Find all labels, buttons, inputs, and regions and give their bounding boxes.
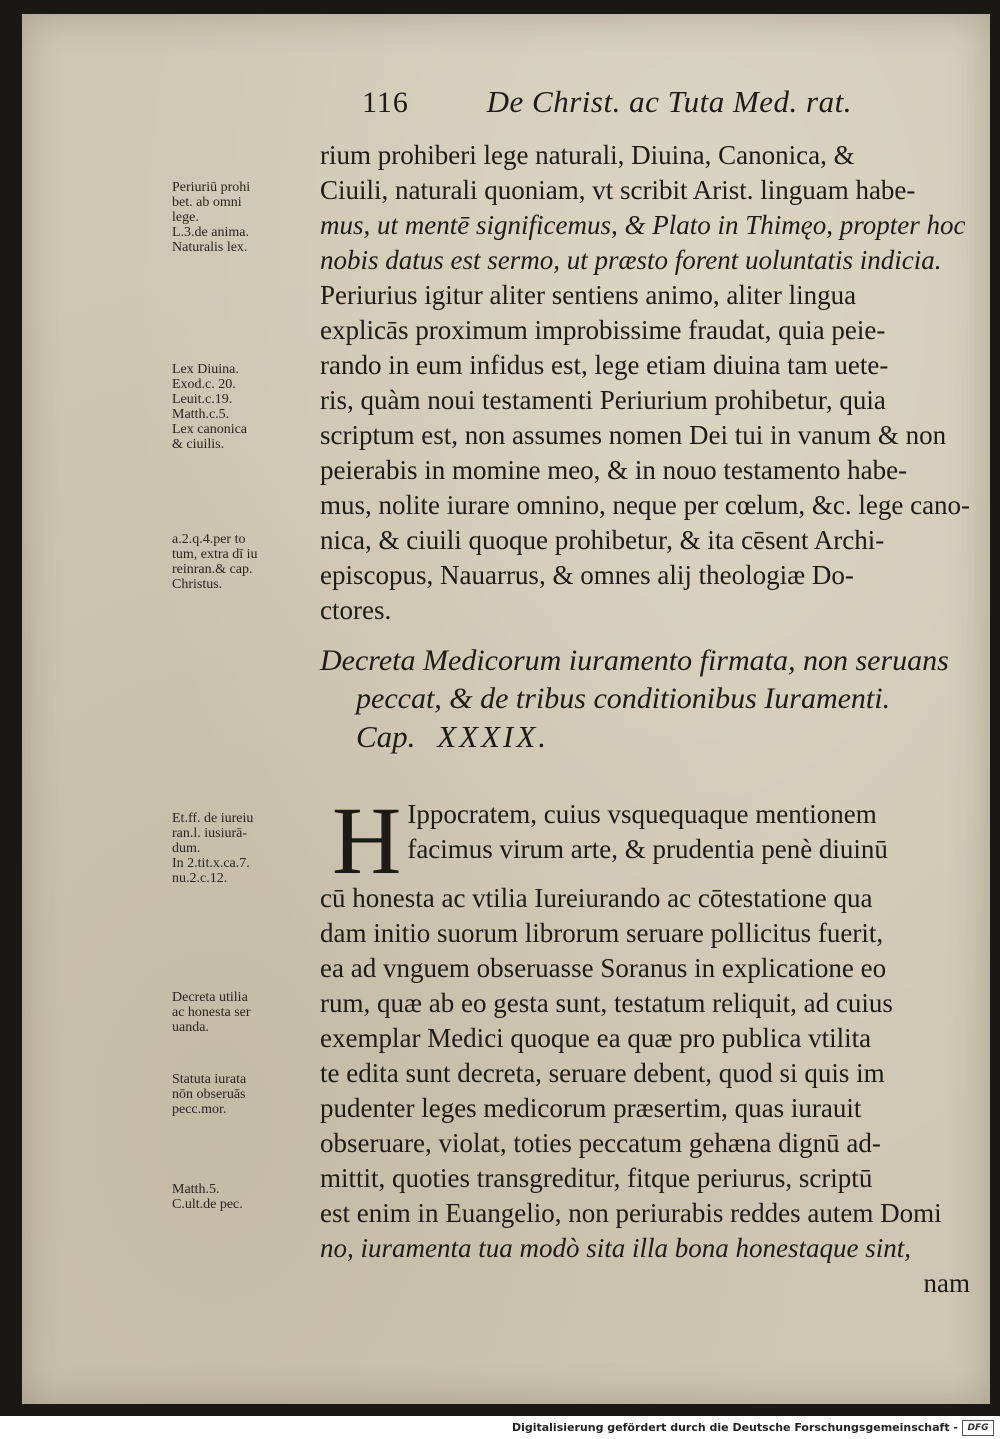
note-line: L.3.de anima.: [172, 225, 249, 240]
text-line: nobis datus est sermo, ut præsto forent uoluntatis indicia.: [320, 245, 942, 275]
body-text-part1: [320, 138, 980, 628]
note-line: bet. ab omni: [172, 195, 242, 210]
note-line: ac honesta ser: [172, 1005, 251, 1020]
funding-credit: Digitalisierung gefördert durch die Deutsche Forschungsgemeinschaft -: [511, 1421, 958, 1434]
text-line: cū honesta ac vtilia Iureiurando ac cōtestatione qua: [320, 883, 873, 913]
note-line: Naturalis lex.: [172, 240, 248, 255]
note-line: Lex Diuina.: [172, 362, 239, 377]
running-title: De Christ. ac Tuta Med. rat.: [486, 84, 852, 119]
text-line: Periurius igitur aliter sentiens animo, aliter lingua: [320, 280, 857, 310]
text-line: dam initio suorum librorum seruare pollicitus fuerit,: [320, 918, 884, 948]
text-line: peierabis in momine meo, & in nouo testamento habe-: [320, 455, 908, 485]
note-line: tum, extra dī iu: [172, 547, 258, 562]
text-line: episcopus, Nauarrus, & omnes alij theologiæ Do-: [320, 560, 854, 590]
note-line: Lex canonica: [172, 422, 248, 437]
page-header: [362, 84, 962, 120]
book-page: [22, 14, 990, 1404]
heading-line1: Decreta Medicorum iuramento firmata, non seruans: [320, 644, 949, 677]
text-line: nica, & ciuili quoque prohibetur, & ita cēsent Archi-: [320, 525, 885, 555]
text-line: explicās proximum improbissime fraudat, quia peie-: [320, 315, 886, 345]
margin-note: [172, 1072, 312, 1117]
catchword: nam: [923, 1268, 970, 1298]
margin-note: [172, 1182, 312, 1212]
text-line: Ippocratem, cuius vsquequaque mentionem: [407, 799, 877, 829]
note-line: lege.: [172, 210, 199, 225]
page-number: 116: [362, 86, 409, 119]
text-line: mittit, quoties transgreditur, fitque periurus, scriptū: [320, 1163, 873, 1193]
margin-note: [172, 990, 312, 1035]
note-line: Et.ff. de iureiu: [172, 811, 254, 826]
digitization-footer: [0, 1416, 1000, 1439]
text-line: obseruare, violat, toties peccatum gehæna dignū ad-: [320, 1128, 881, 1158]
note-line: Matth.c.5.: [172, 407, 230, 422]
note-line: nōn obseruās: [172, 1087, 246, 1102]
text-line: ea ad vnguem obseruasse Soranus in explicatione eo: [320, 953, 887, 983]
note-line: pecc.mor.: [172, 1102, 227, 1117]
text-line: rum, quæ ab eo gesta sunt, testatum reliquit, ad cuius: [320, 988, 893, 1018]
note-line: uanda.: [172, 1020, 209, 1035]
cap-number: XXXIX.: [437, 719, 550, 754]
text-line: mus, ut mentē significemus, & Plato in Thimęo, propter hoc: [320, 210, 966, 240]
cap-label: Cap.: [356, 719, 416, 754]
note-line: In 2.tit.x.ca.7.: [172, 856, 250, 871]
margin-note: [172, 811, 312, 886]
body-text-part2: [320, 787, 980, 1301]
note-line: reinran.& cap.: [172, 562, 253, 577]
dfg-logo: DFG: [962, 1420, 994, 1436]
note-line: Exod.c. 20.: [172, 377, 236, 392]
chapter-heading: [320, 642, 980, 756]
note-line: Leuit.c.19.: [172, 392, 233, 407]
margin-note: [172, 532, 312, 592]
note-line: Christus.: [172, 577, 223, 592]
note-line: nu.2.c.12.: [172, 871, 228, 886]
text-line: rium prohiberi lege naturali, Diuina, Canonica, &: [320, 140, 855, 170]
note-line: Statuta iurata: [172, 1072, 247, 1087]
margin-note: [172, 362, 312, 452]
note-line: a.2.q.4.per to: [172, 532, 246, 547]
note-line: Matth.5.: [172, 1182, 220, 1197]
text-line: pudenter leges medicorum præsertim, quas iurauit: [320, 1093, 862, 1123]
text-line: exemplar Medici quoque ea quæ pro publica vtilita: [320, 1023, 872, 1053]
chapter-number-line: [320, 718, 980, 756]
text-line: ctores.: [320, 595, 392, 625]
drop-cap: H: [332, 787, 402, 894]
text-line: no, iuramenta tua modò sita illa bona honestaque sint,: [320, 1233, 911, 1263]
note-line: Decreta utilia: [172, 990, 248, 1005]
note-line: C.ult.de pec.: [172, 1197, 243, 1212]
note-line: Periuriū prohi: [172, 180, 251, 195]
text-line: rando in eum infidus est, lege etiam diuina tam uete-: [320, 350, 889, 380]
text-line: Ciuili, naturali quoniam, vt scribit Arist. linguam habe-: [320, 175, 916, 205]
text-line: mus, nolite iurare omnino, neque per cœlum, &c. lege cano-: [320, 490, 971, 520]
heading-line2: peccat, & de tribus conditionibus Iuramenti.: [356, 682, 891, 715]
note-line: dum.: [172, 841, 201, 856]
text-line: scriptum est, non assumes nomen Dei tui in vanum & non: [320, 420, 947, 450]
note-line: & ciuilis.: [172, 437, 225, 452]
text-line: te edita sunt decreta, seruare debent, quod si quis im: [320, 1058, 885, 1088]
note-line: ran.l. iusiurā-: [172, 826, 248, 841]
margin-note: [172, 180, 312, 255]
text-line: facimus virum arte, & prudentia penè diuinū: [407, 834, 888, 864]
text-line: est enim in Euangelio, non periurabis reddes autem Domi: [320, 1198, 942, 1228]
text-line: ris, quàm noui testamenti Periurium prohibetur, quia: [320, 385, 886, 415]
